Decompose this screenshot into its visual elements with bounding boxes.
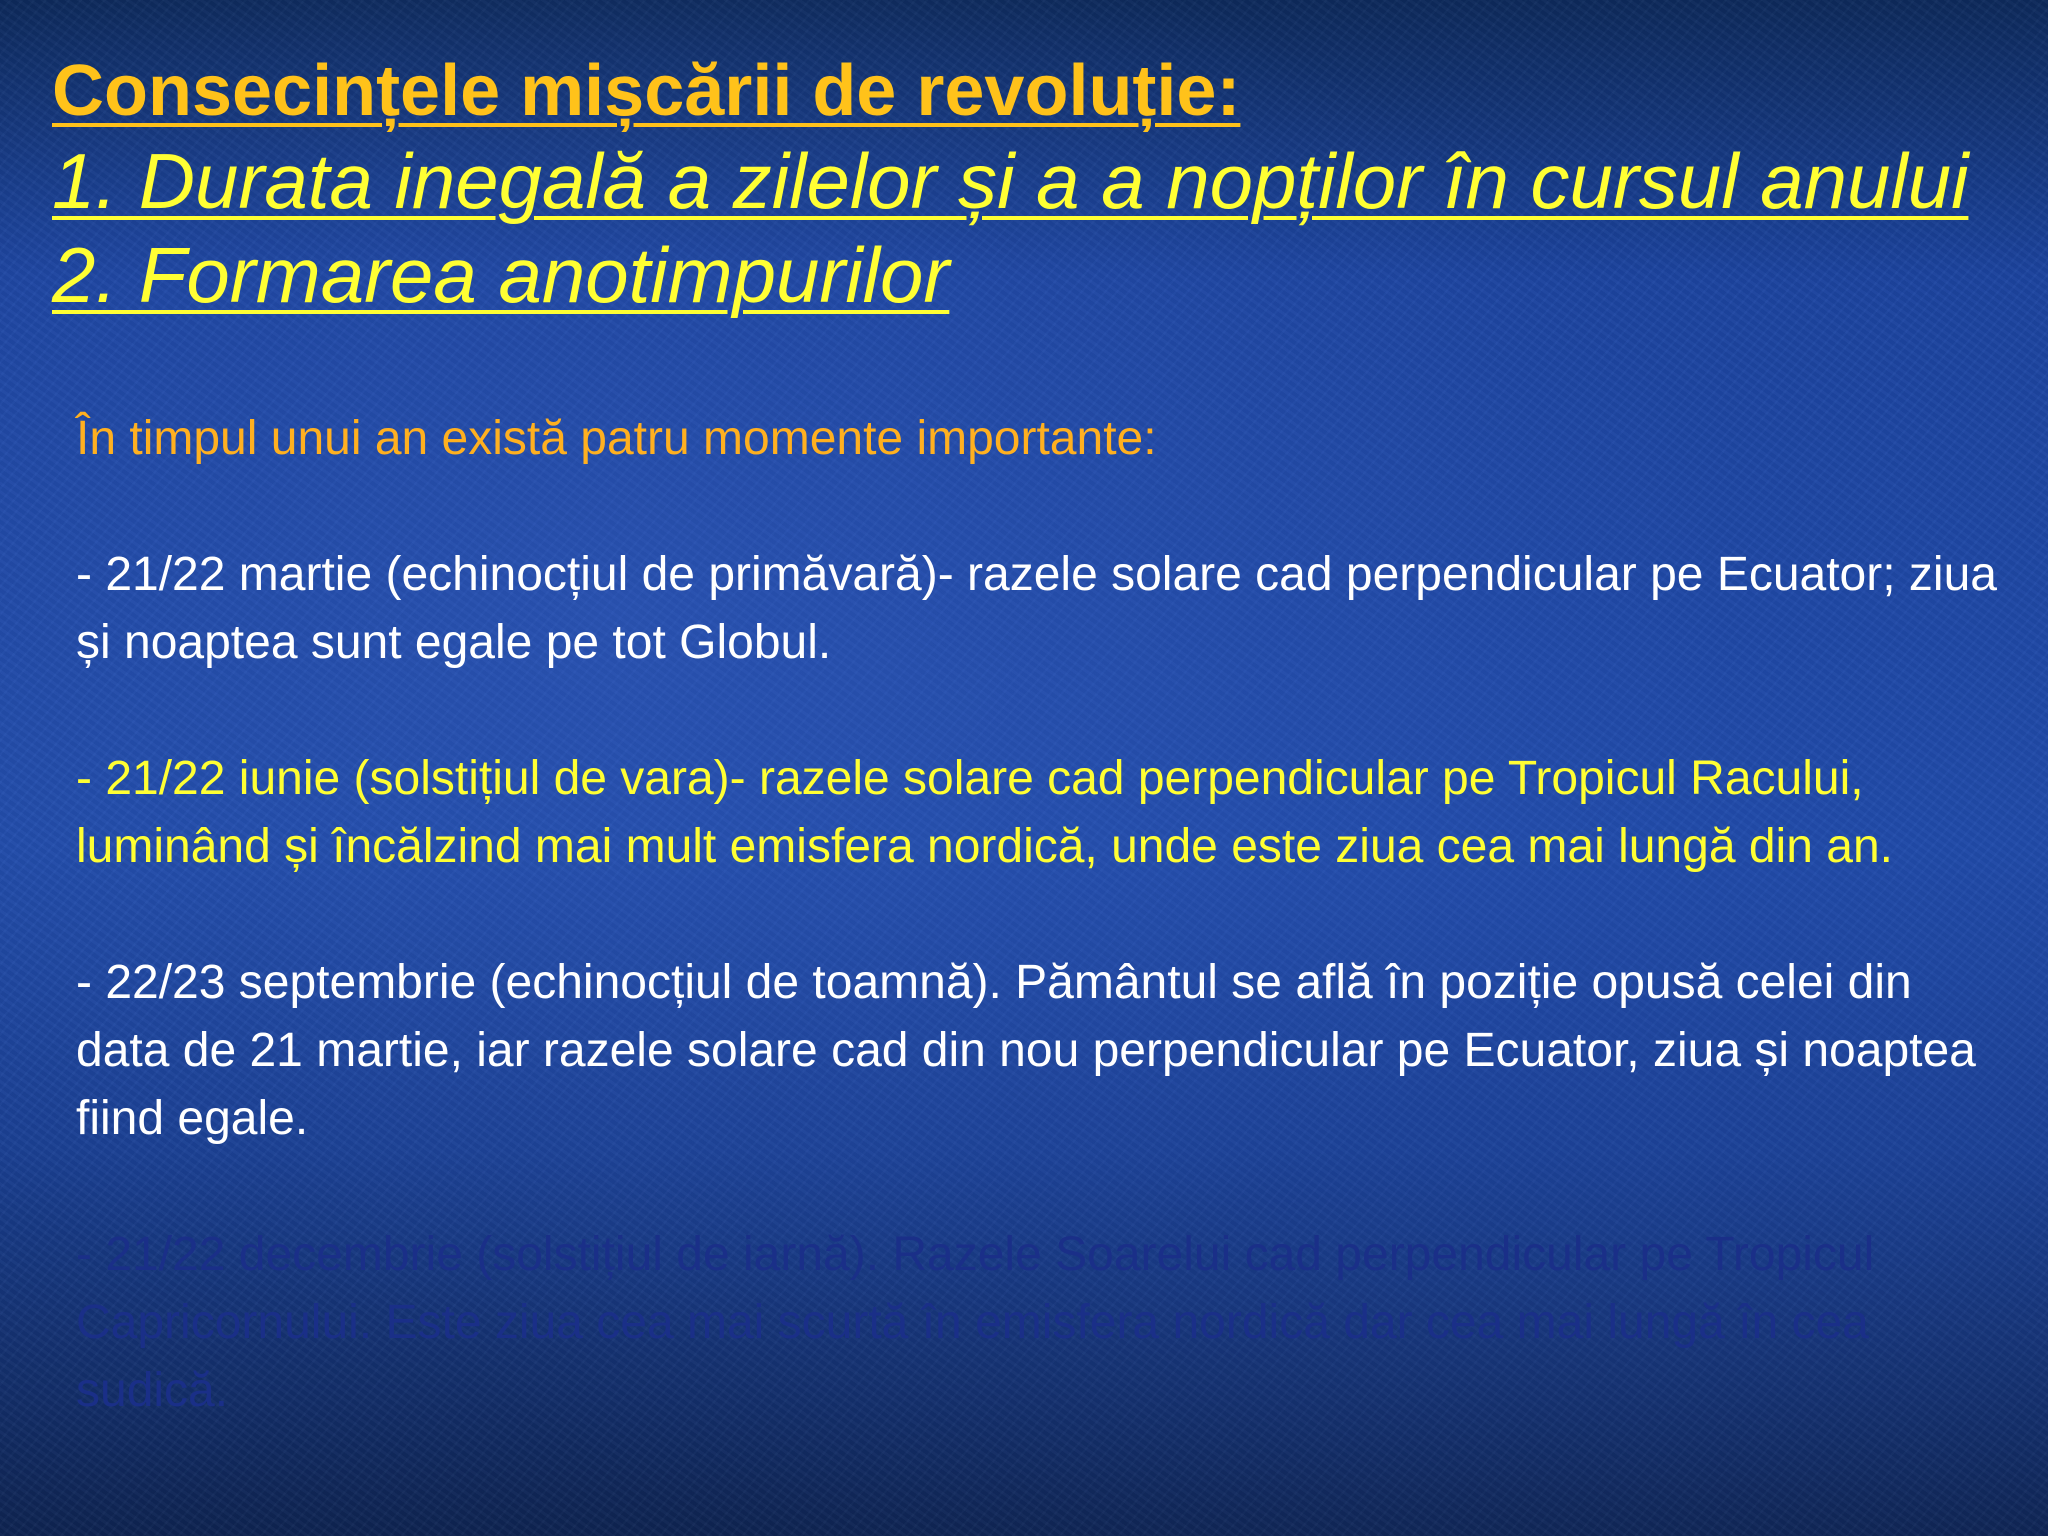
slide-body: [76, 405, 2016, 1493]
paragraph-winter-solstice: - 21/22 decembrie (solstițiul de iarnă). Razele Soarelui cad perpendicular pe Tropicul Capricornului. Este ziua cea mai scurtă în emisfera nordică dar cea mai lungă în cea sudică.: [76, 1228, 1875, 1417]
paragraph-autumn-equinox: - 22/23 septembrie (echinocțiul de toamnă). Pământul se află în poziție opusă celei din data de 21 martie, iar razele solare cad din nou perpendicular pe Ecuator, ziua și noaptea fiind egale.: [76, 956, 1976, 1145]
intro-text: În timpul unui an există patru momente importante:: [76, 412, 1157, 465]
paragraph-spring-equinox: - 21/22 martie (echinocțiul de primăvară)- razele solare cad perpendicular pe Ecuator; ziua și noaptea sunt egale pe tot Globul.: [76, 548, 1997, 669]
paragraph-summer-solstice: - 21/22 iunie (solstițiul de vara)- razele solare cad perpendicular pe Tropicul Racului, luminând și încălzind mai mult emisfera nordică, unde este ziua cea mai lungă din an.: [76, 752, 1893, 873]
title-block: [52, 48, 2012, 322]
slide-title: Consecințele mișcării de revoluție:: [52, 51, 1241, 131]
title-point-2: 2. Formarea anotimpurilor: [52, 231, 950, 319]
title-point-1: 1. Durata inegală a zilelor și a a nopților în cursul anului: [52, 137, 1969, 225]
